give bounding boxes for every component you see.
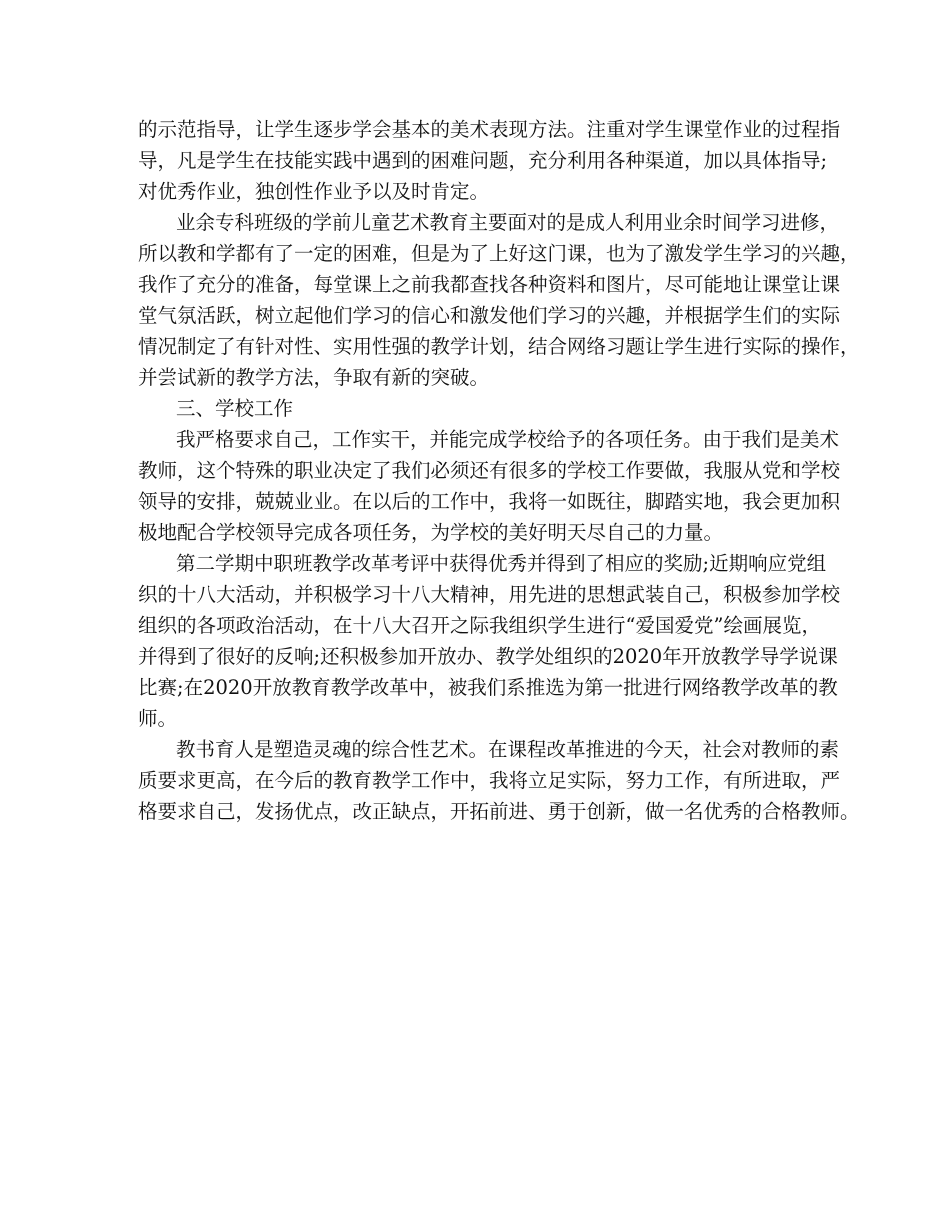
paragraph-first-line: 业余专科班级的学前儿童艺术教育主要面对的是成人利用业余时间学习进修， [176,211,840,234]
text-line: 质要求更高，在今后的教育教学工作中，我将立足实际，努力工作，有所进取，严 [138,769,841,792]
text-line: 师。 [138,707,178,730]
text-line: 所以教和学都有了一定的困难，但是为了上好这门课，也为了激发学生学习的兴趣， [138,242,860,265]
text-line: 对优秀作业，独创性作业予以及时肯定。 [138,180,490,203]
paragraph-first-line: 教书育人是塑造灵魂的综合性艺术。在课程改革推进的今天，社会对教师的素 [176,738,840,761]
text-line: 堂气氛活跃，树立起他们学习的信心和激发他们学习的兴趣，并根据学生们的实际 [138,304,841,327]
paragraph-first-line: 第二学期中职班教学改革考评中获得优秀并得到了相应的奖励;近期响应党组 [176,552,827,575]
text-line: 的示范指导，让学生逐步学会基本的美术表现方法。注重对学生课堂作业的过程指 [138,118,841,141]
text-line: 织的十八大活动，并积极学习十八大精神，用先进的思想武装自己，积极参加学校 [138,583,841,606]
paragraph-first-line: 我严格要求自己，工作实干，并能完成学校给予的各项任务。由于我们是美术 [176,428,840,451]
text-line: 情况制定了有针对性、实用性强的教学计划，结合网络习题让学生进行实际的操作， [138,335,860,358]
text-line: 比赛;在2020开放教育教学改革中，被我们系推选为第一批进行网络教学改革的教 [138,676,838,699]
text-line: 并尝试新的教学方法，争取有新的突破。 [138,366,490,389]
text-line: 组织的各项政治活动，在十八大召开之际我组织学生进行“爱国爱党”绘画展览， [138,614,821,637]
section-heading: 三、学校工作 [176,397,294,420]
text-line: 并得到了很好的反响;还积极参加开放办、教学处组织的2020年开放教学导学说课 [138,645,838,668]
text-line: 教师，这个特殊的职业决定了我们必须还有很多的学校工作要做，我服从党和学校 [138,459,841,482]
text-line: 我作了充分的准备，每堂课上之前我都查找各种资料和图片，尽可能地让课堂让课 [138,273,841,296]
text-line: 极地配合学校领导完成各项任务，为学校的美好明天尽自己的力量。 [138,521,724,544]
document-body [138,114,860,827]
text-line: 格要求自己，发扬优点，改正缺点，开拓前进、勇于创新，做一名优秀的合格教师。 [138,800,860,823]
text-line: 领导的安排，兢兢业业。在以后的工作中，我将一如既往，脚踏实地，我会更加积 [138,490,841,513]
text-line: 导，凡是学生在技能实践中遇到的困难问题，充分利用各种渠道，加以具体指导; [138,149,828,172]
